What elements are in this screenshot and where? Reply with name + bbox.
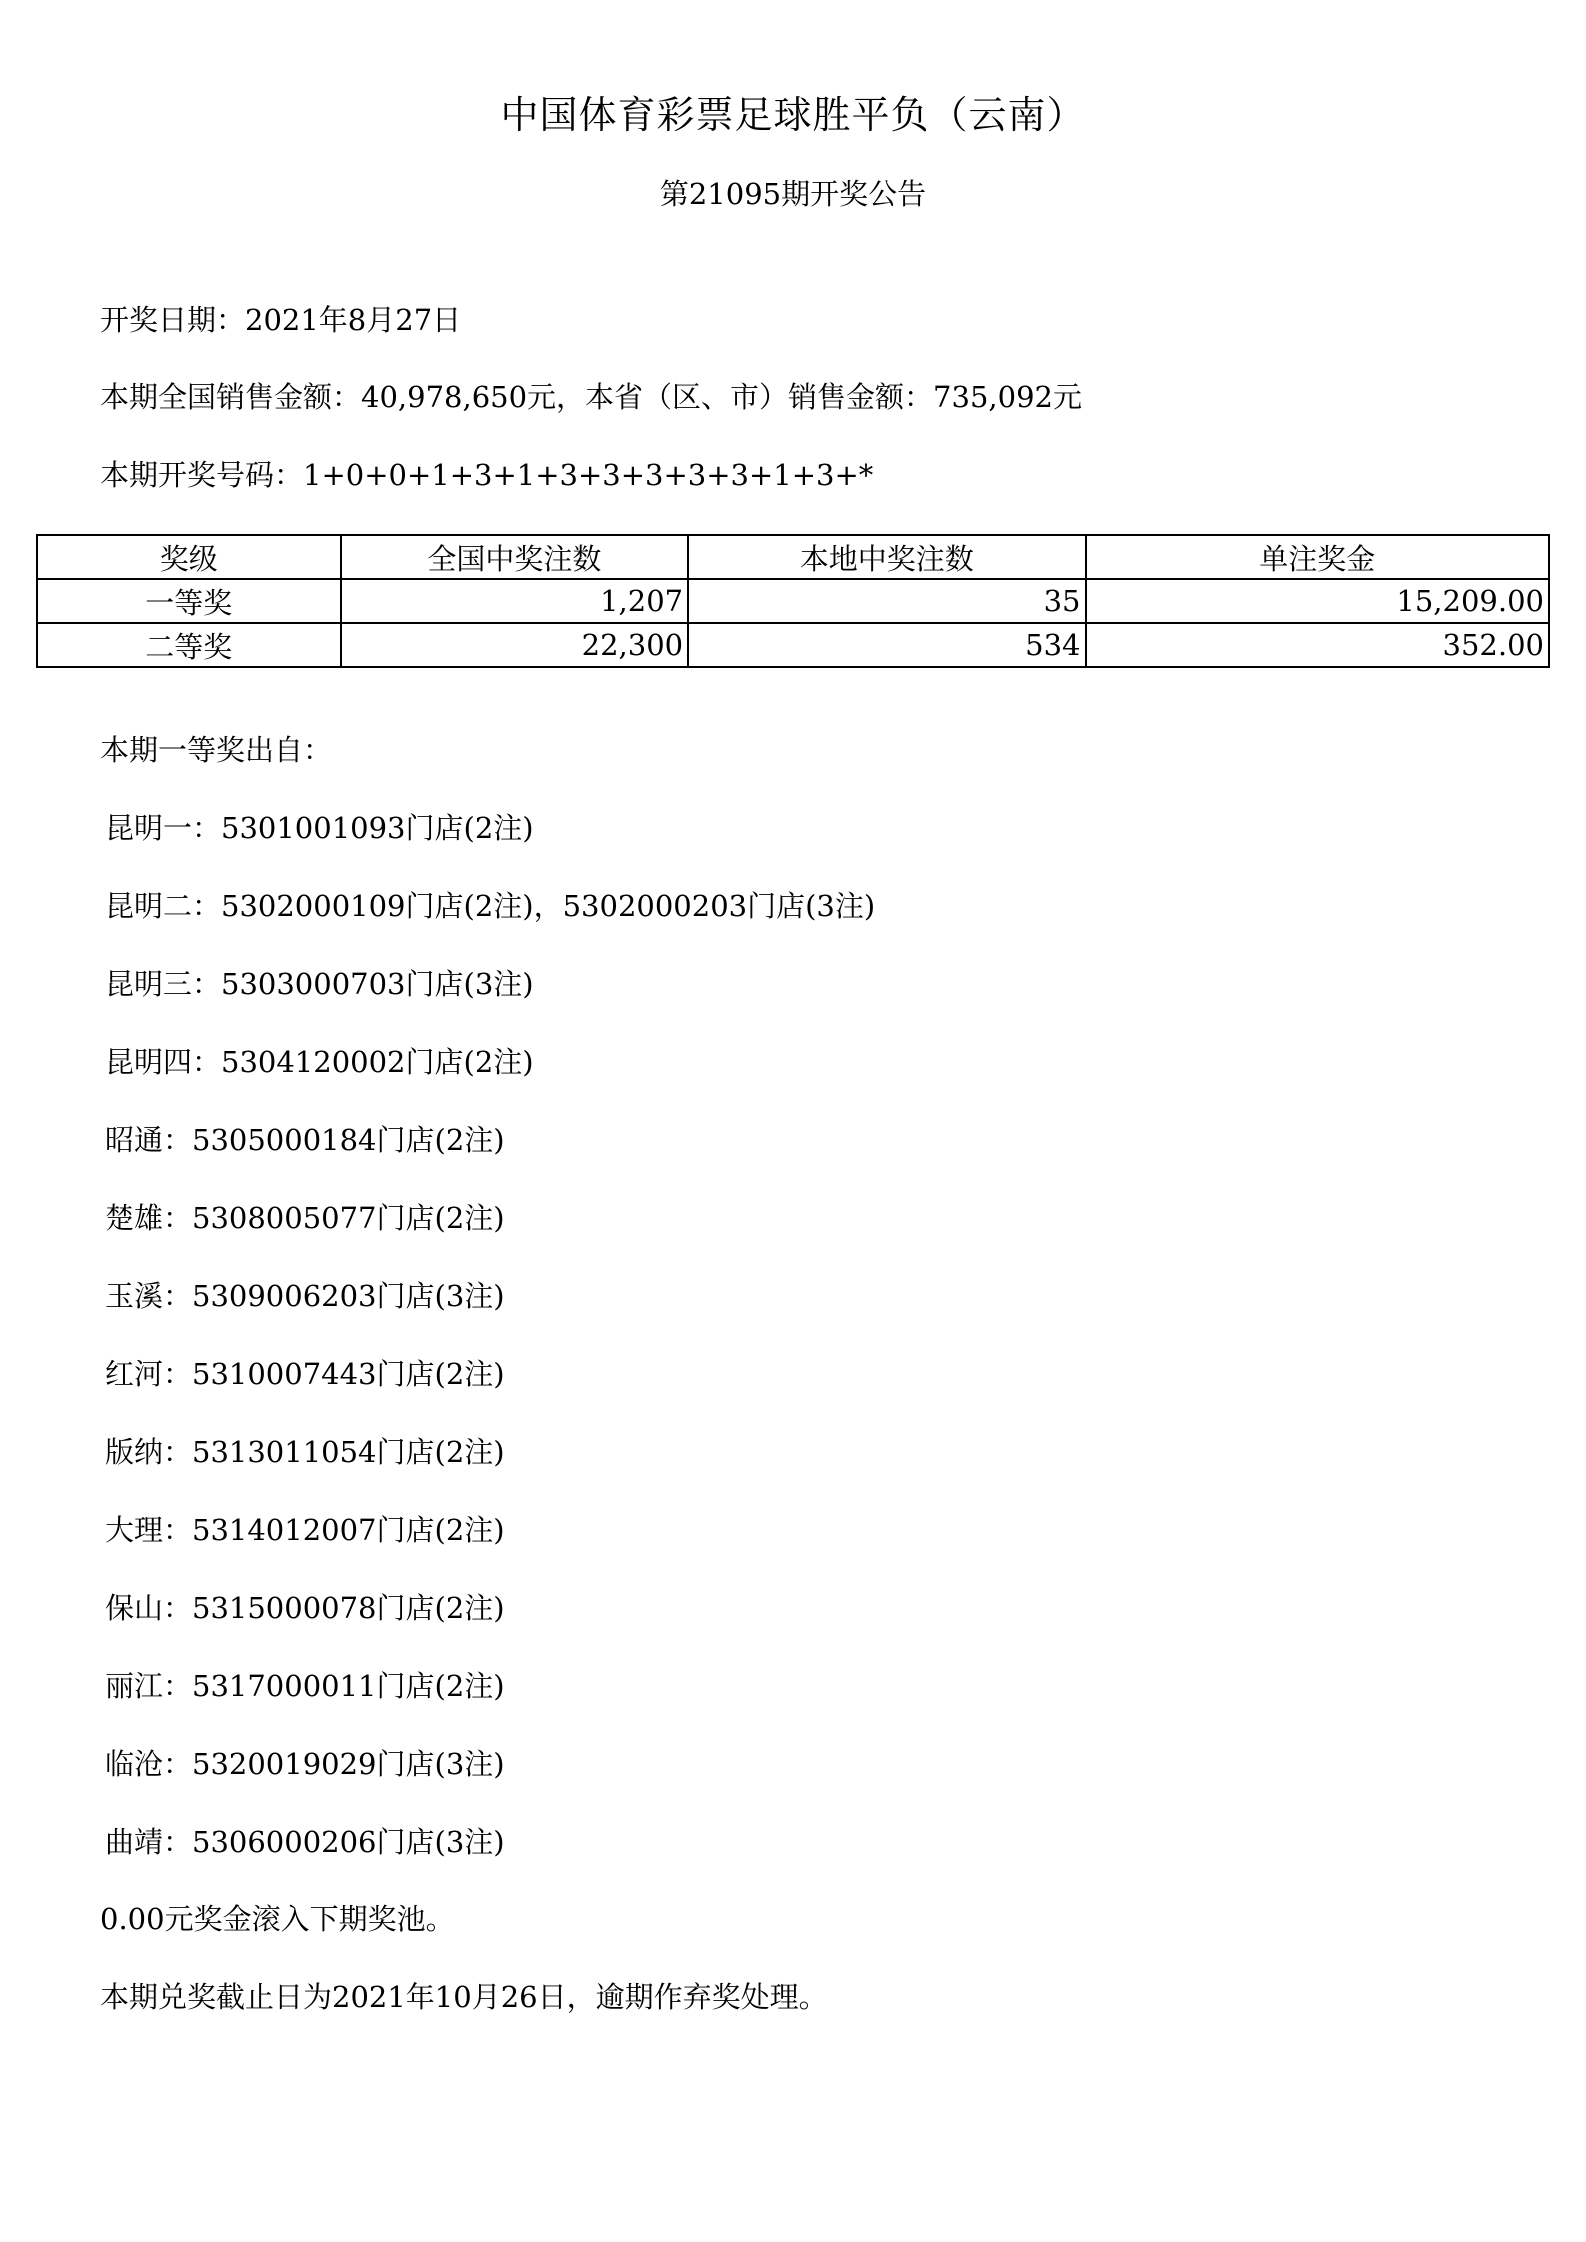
local-winners: 534 xyxy=(688,623,1085,667)
prize-amount: 352.00 xyxy=(1086,623,1549,667)
header-prize-level: 奖级 xyxy=(37,535,341,579)
national-winners: 22,300 xyxy=(341,623,689,667)
table-row xyxy=(37,623,1549,667)
issue-subtitle: 第21095期开奖公告 xyxy=(659,177,927,211)
claim-deadline: 本期兑奖截止日为2021年10月26日，逾期作弃奖处理。 xyxy=(100,1980,828,2014)
table-row xyxy=(37,579,1549,623)
national-winners: 1,207 xyxy=(341,579,689,623)
list-item: 玉溪：5309006203门店(3注) xyxy=(105,1279,505,1313)
list-item: 丽江：5317000011门店(2注) xyxy=(105,1669,505,1703)
list-item: 昆明一：5301001093门店(2注) xyxy=(105,811,534,845)
prize-table xyxy=(36,534,1550,668)
draw-numbers: 本期开奖号码：1+0+0+1+3+1+3+3+3+3+3+1+3+* xyxy=(100,458,874,492)
header-national-winners: 全国中奖注数 xyxy=(341,535,689,579)
header-prize-amount: 单注奖金 xyxy=(1086,535,1549,579)
list-item: 昭通：5305000184门店(2注) xyxy=(105,1123,505,1157)
draw-date: 开奖日期：2021年8月27日 xyxy=(100,303,462,337)
table-header-row xyxy=(37,535,1549,579)
list-item: 昆明三：5303000703门店(3注) xyxy=(105,967,534,1001)
rollover-note: 0.00元奖金滚入下期奖池。 xyxy=(100,1902,455,1936)
list-item: 临沧：5320019029门店(3注) xyxy=(105,1747,505,1781)
prize-level: 二等奖 xyxy=(37,623,341,667)
sales-amount: 本期全国销售金额：40,978,650元，本省（区、市）销售金额：735,092元 xyxy=(100,380,1082,414)
list-item: 昆明四：5304120002门店(2注) xyxy=(105,1045,534,1079)
list-item: 昆明二：5302000109门店(2注)，5302000203门店(3注) xyxy=(105,889,876,923)
prize-level: 一等奖 xyxy=(37,579,341,623)
winners-intro: 本期一等奖出自： xyxy=(100,733,333,767)
prize-amount: 15,209.00 xyxy=(1086,579,1549,623)
list-item: 版纳：5313011054门店(2注) xyxy=(105,1435,505,1469)
list-item: 楚雄：5308005077门店(2注) xyxy=(105,1201,505,1235)
list-item: 保山：5315000078门店(2注) xyxy=(105,1591,505,1625)
list-item: 大理：5314012007门店(2注) xyxy=(105,1513,505,1547)
page-title: 中国体育彩票足球胜平负（云南） xyxy=(500,93,1086,137)
header-local-winners: 本地中奖注数 xyxy=(688,535,1085,579)
list-item: 红河：5310007443门店(2注) xyxy=(105,1357,505,1391)
local-winners: 35 xyxy=(688,579,1085,623)
list-item: 曲靖：5306000206门店(3注) xyxy=(105,1825,505,1859)
